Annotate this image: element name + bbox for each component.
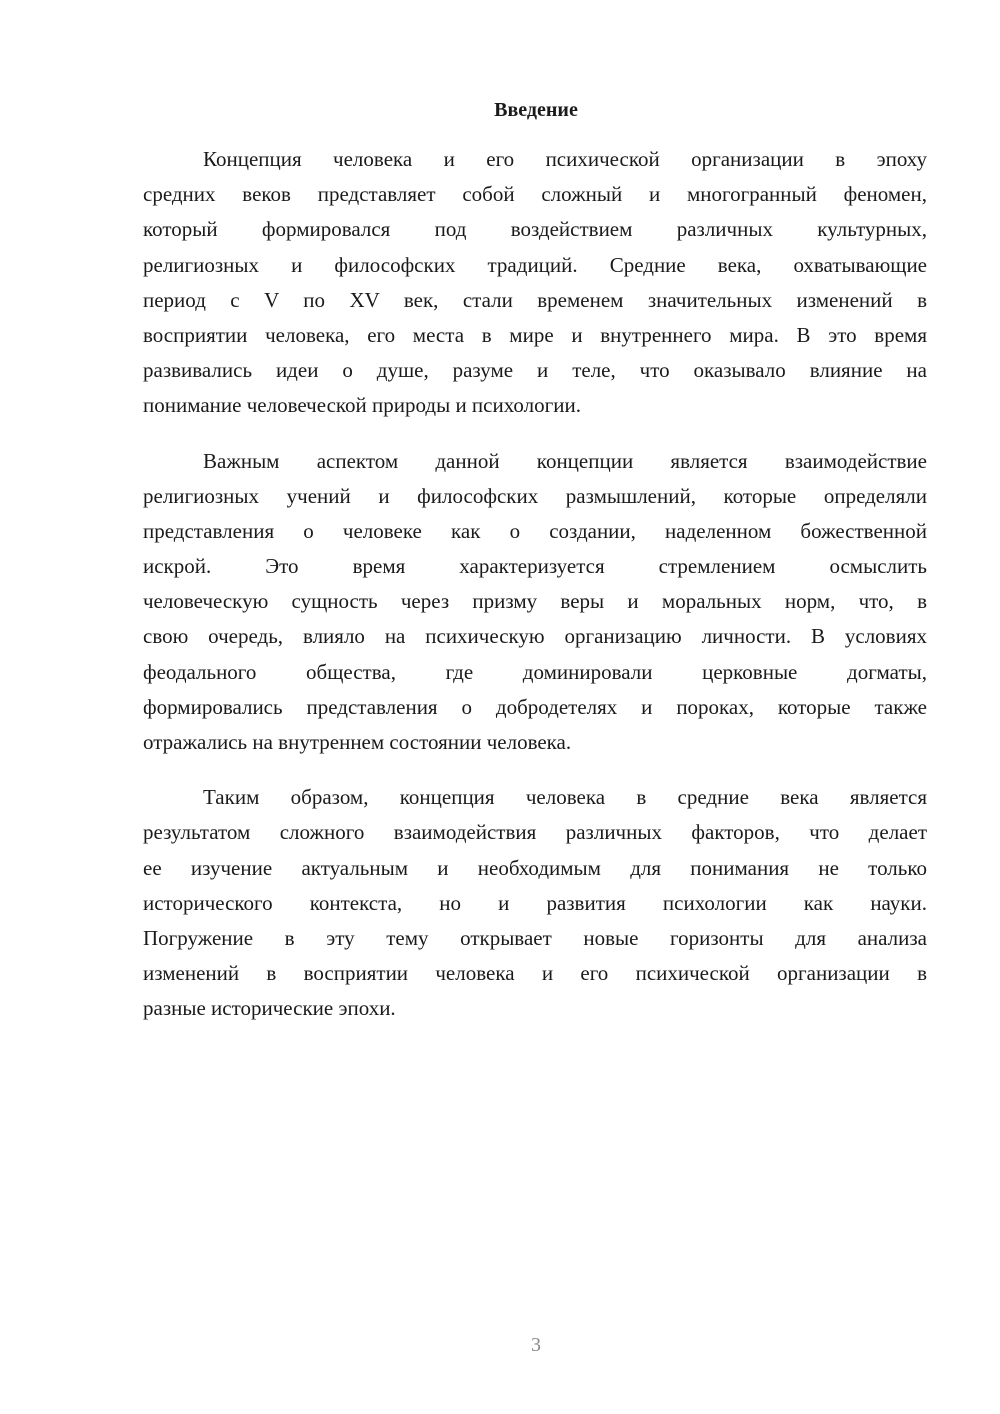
section-title: Введение (494, 99, 578, 121)
text-line: развивались идеи о душе, разуме и теле, что оказывало влияние на (143, 358, 927, 383)
text-line: период с V по XV век, стали временем значительных изменений в (143, 287, 927, 312)
text-line: понимание человеческой природы и психологии. (143, 393, 581, 418)
text-line: феодального общества, где доминировали церковные догматы, (143, 659, 927, 684)
document-body (143, 142, 927, 1047)
text-line: ее изучение актуальным и необходимым для понимания не только (143, 855, 927, 880)
text-line: восприятии человека, его места в мире и внутреннего мира. В это время (143, 322, 927, 347)
text-line: результатом сложного взаимодействия различных факторов, что делает (143, 820, 927, 845)
paragraph (143, 780, 927, 1026)
text-line: Погружение в эту тему открывает новые горизонты для анализа (143, 925, 927, 950)
text-line: изменений в восприятии человека и его психической организации в (143, 961, 927, 986)
text-line: исторического контекста, но и развития психологии как науки. (143, 890, 927, 915)
text-line: средних веков представляет собой сложный и многогранный феномен, (143, 182, 927, 207)
text-line: Важным аспектом данной концепции является взаимодействие (203, 448, 927, 473)
text-line: Концепция человека и его психической организации в эпоху (203, 147, 927, 171)
text-line: отражались на внутреннем состоянии человека. (143, 730, 572, 754)
text-line: человеческую сущность через призму веры и моральных норм, что, в (143, 589, 927, 614)
text-line: религиозных и философских традиций. Средние века, охватывающие (143, 252, 927, 277)
text-line: свою очередь, влияло на психическую организацию личности. В условиях (143, 624, 927, 649)
paragraph (143, 444, 927, 761)
page-number: 3 (531, 1334, 541, 1356)
text-line: Таким образом, концепция человека в средние века является (203, 785, 927, 810)
text-line: религиозных учений и философских размышлений, которые определяли (143, 483, 927, 508)
text-line: искрой. Это время характеризуется стремлением осмыслить (143, 554, 927, 579)
text-line: который формировался под воздействием различных культурных, (143, 217, 927, 242)
paragraph (143, 142, 927, 424)
text-line: формировались представления о добродетелях и пороках, которые также (143, 694, 927, 719)
text-line: разные исторические эпохи. (143, 996, 396, 1021)
text-line: представления о человеке как о создании, наделенном божественной (143, 518, 927, 543)
